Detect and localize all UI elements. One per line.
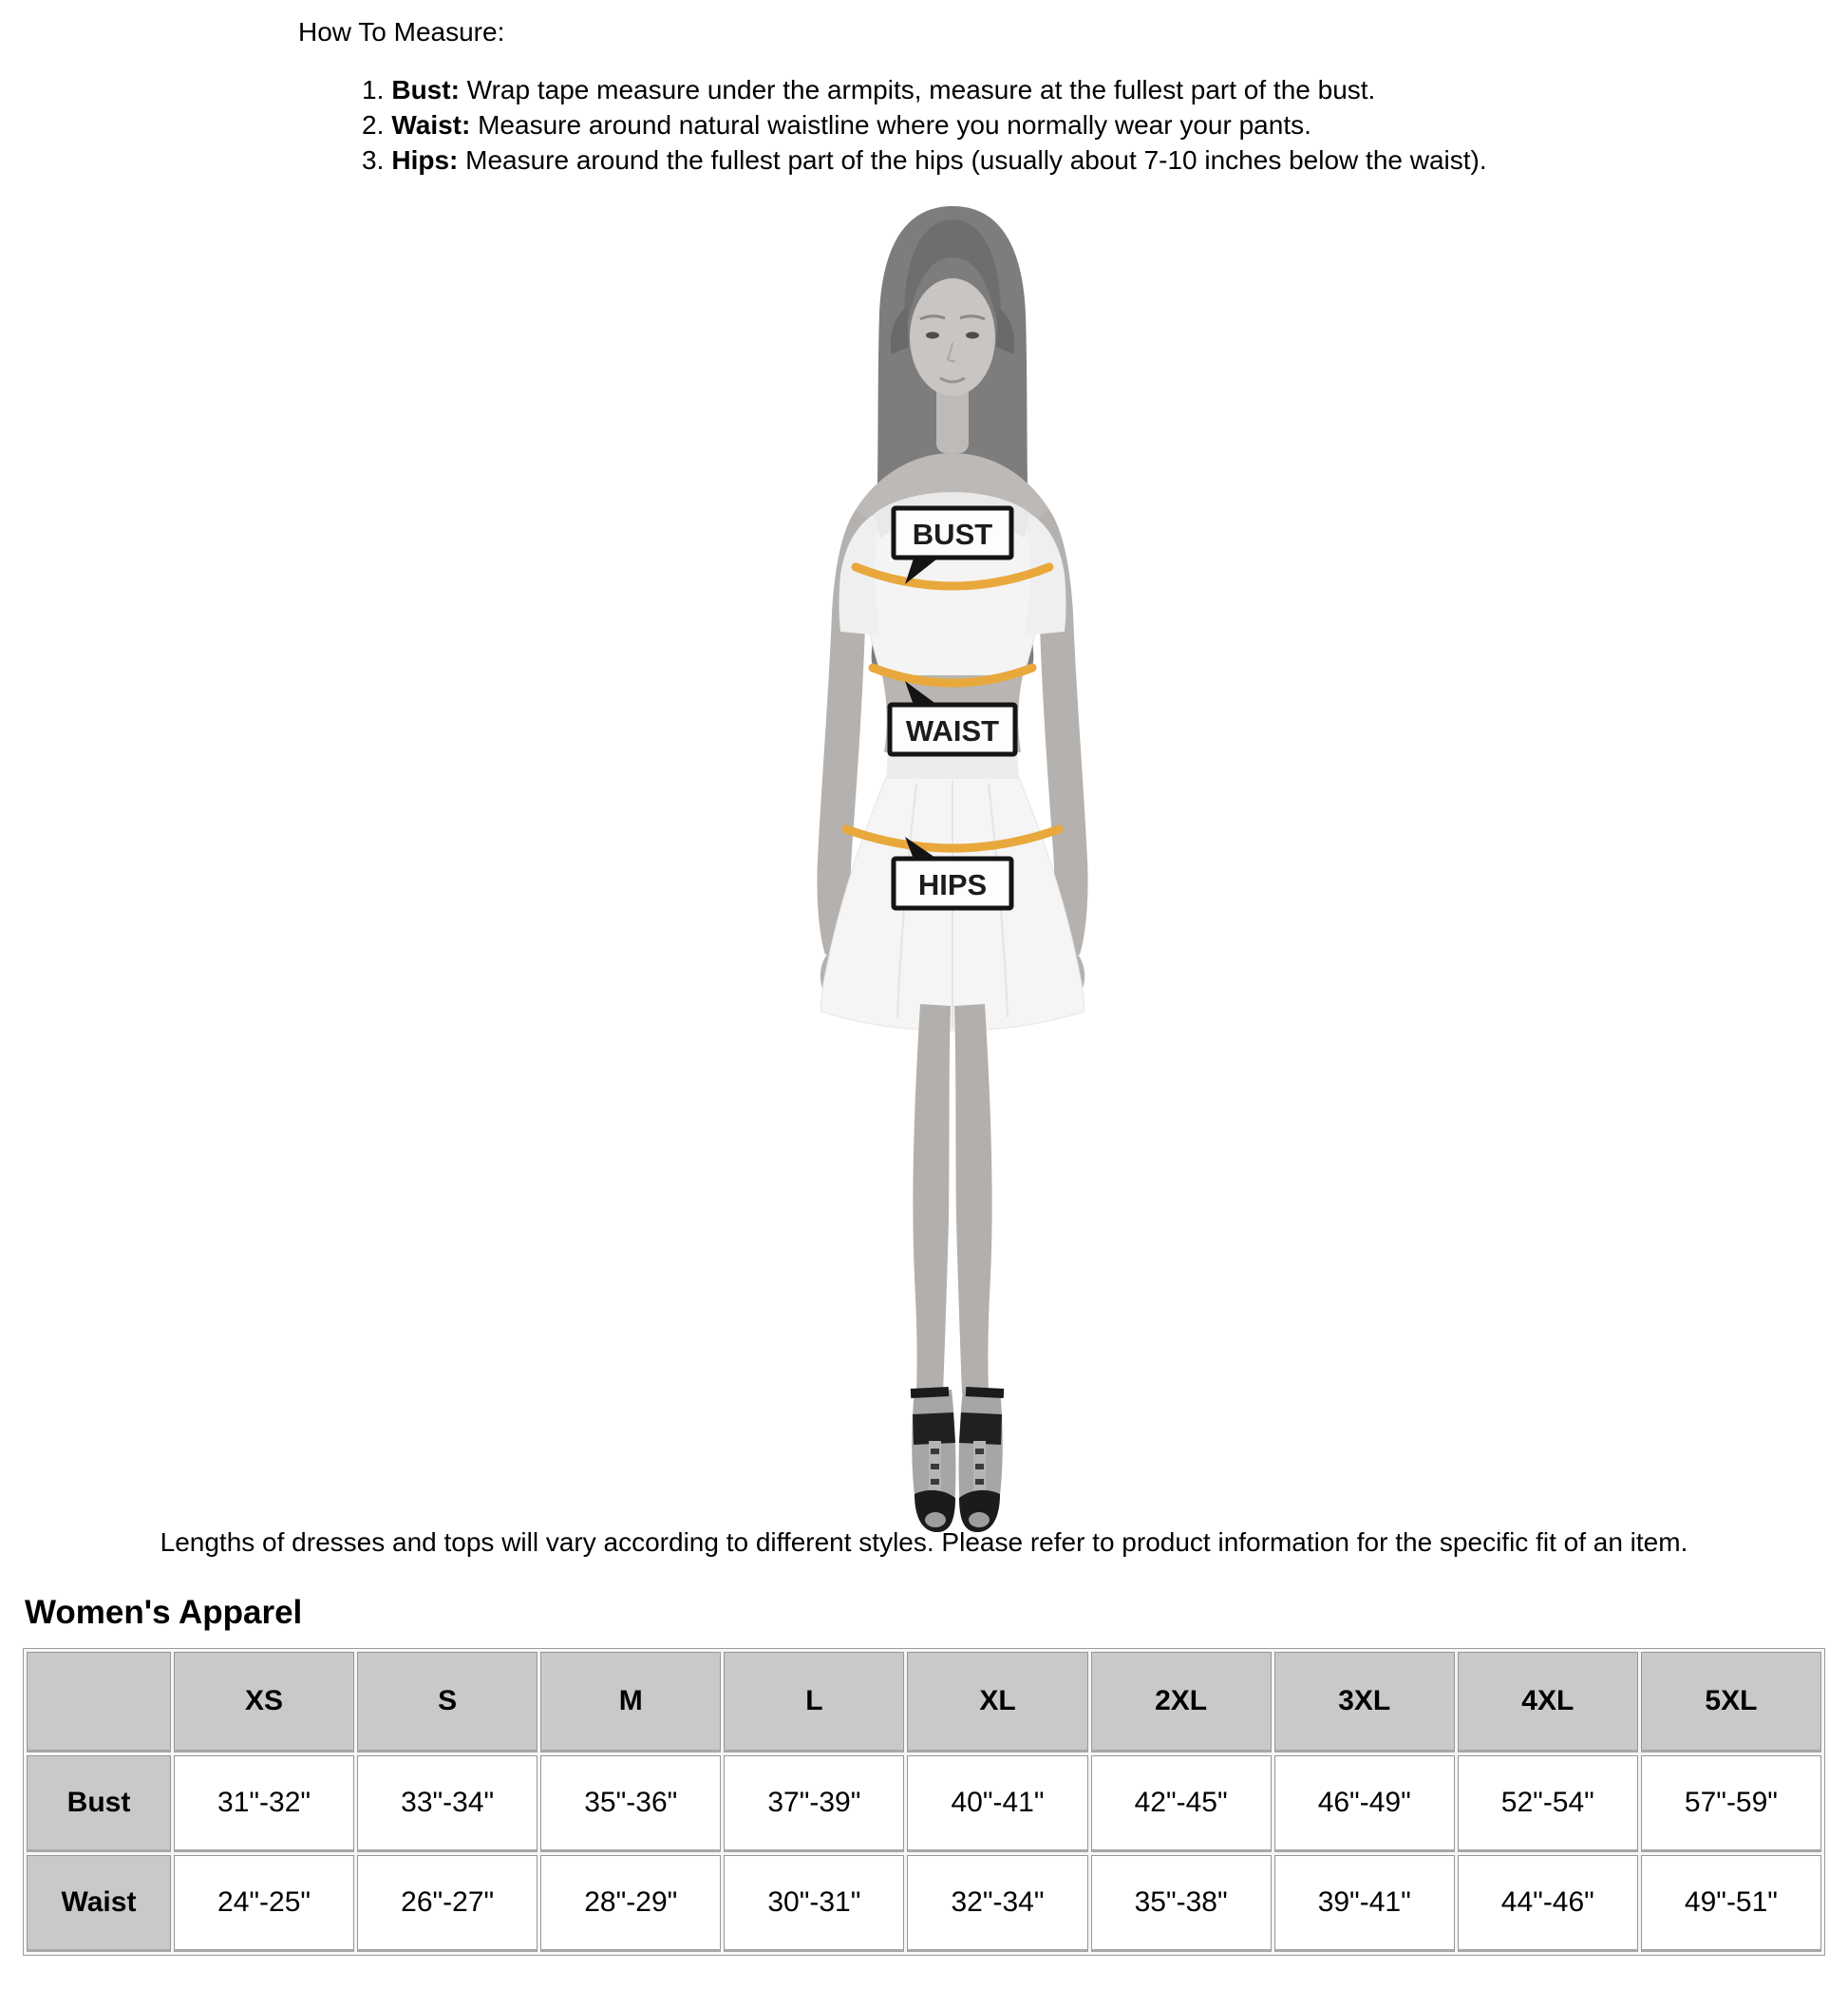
col-header-xs: XS (174, 1652, 354, 1752)
waist-cell-2xl: 35"-38" (1091, 1855, 1272, 1952)
hips-callout-text: HIPS (917, 868, 988, 901)
model-eye-right (966, 332, 979, 338)
model-leg-left (913, 1004, 951, 1393)
measure-steps (362, 72, 1487, 178)
measure-step-hips (362, 142, 1487, 178)
size-chart-table (23, 1648, 1825, 1956)
step-text-bust: Wrap tape measure under the armpits, measure at the fullest part of the bust. (459, 75, 1376, 104)
col-header-2xl: 2XL (1091, 1652, 1272, 1752)
table-row-waist (27, 1855, 1821, 1952)
how-to-measure-title: How To Measure: (298, 17, 505, 47)
step-text-hips: Measure around the fullest part of the hips (usually about 7-10 inches below the waist). (458, 145, 1487, 175)
model-figure (687, 195, 1218, 1544)
step-number: 2. (362, 110, 385, 140)
bust-cell-2xl: 42"-45" (1091, 1755, 1272, 1852)
waist-cell-l: 30"-31" (724, 1855, 904, 1952)
model-shoe-right (959, 1387, 1005, 1532)
table-row-bust (27, 1755, 1821, 1852)
col-header-3xl: 3XL (1274, 1652, 1455, 1752)
step-text-waist: Measure around natural waistline where you normally wear your pants. (470, 110, 1311, 140)
bust-cell-xl: 40"-41" (907, 1755, 1087, 1852)
waist-cell-m: 28"-29" (540, 1855, 721, 1952)
bust-cell-l: 37"-39" (724, 1755, 904, 1852)
model-face (910, 278, 995, 396)
step-label-bust: Bust: (391, 75, 460, 104)
size-chart-header-row (27, 1652, 1821, 1752)
bust-cell-3xl: 46"-49" (1274, 1755, 1455, 1852)
bust-cell-xs: 31"-32" (174, 1755, 354, 1852)
model-eye-left (926, 332, 939, 338)
col-header-xl: XL (907, 1652, 1087, 1752)
bust-cell-4xl: 52"-54" (1458, 1755, 1638, 1852)
row-label-bust: Bust (27, 1755, 171, 1852)
waist-callout-text: WAIST (905, 714, 1000, 748)
model-shoe-left (911, 1387, 956, 1532)
size-chart-title: Women's Apparel (25, 1594, 303, 1631)
bust-callout-text: BUST (912, 518, 993, 551)
bust-cell-s: 33"-34" (357, 1755, 537, 1852)
col-header-s: S (357, 1652, 537, 1752)
step-number: 1. (362, 75, 385, 104)
waist-cell-s: 26"-27" (357, 1855, 537, 1952)
col-header-l: L (724, 1652, 904, 1752)
row-label-waist: Waist (27, 1855, 171, 1952)
bust-cell-m: 35"-36" (540, 1755, 721, 1852)
col-header-5xl: 5XL (1641, 1652, 1821, 1752)
model-leg-right (954, 1004, 992, 1393)
waist-cell-3xl: 39"-41" (1274, 1855, 1455, 1952)
fit-note: Lengths of dresses and tops will vary according to different styles. Please refer to product information for the specific fit of an item. (160, 1527, 1688, 1557)
waist-cell-xs: 24"-25" (174, 1855, 354, 1952)
waist-cell-5xl: 49"-51" (1641, 1855, 1821, 1952)
measure-step-bust (362, 72, 1487, 107)
measure-step-waist (362, 107, 1487, 142)
step-label-hips: Hips: (391, 145, 459, 175)
col-header-m: M (540, 1652, 721, 1752)
corner-cell (27, 1652, 171, 1752)
step-label-waist: Waist: (391, 110, 471, 140)
waist-cell-4xl: 44"-46" (1458, 1855, 1638, 1952)
waist-cell-xl: 32"-34" (907, 1855, 1087, 1952)
bust-cell-5xl: 57"-59" (1641, 1755, 1821, 1852)
col-header-4xl: 4XL (1458, 1652, 1638, 1752)
step-number: 3. (362, 145, 385, 175)
